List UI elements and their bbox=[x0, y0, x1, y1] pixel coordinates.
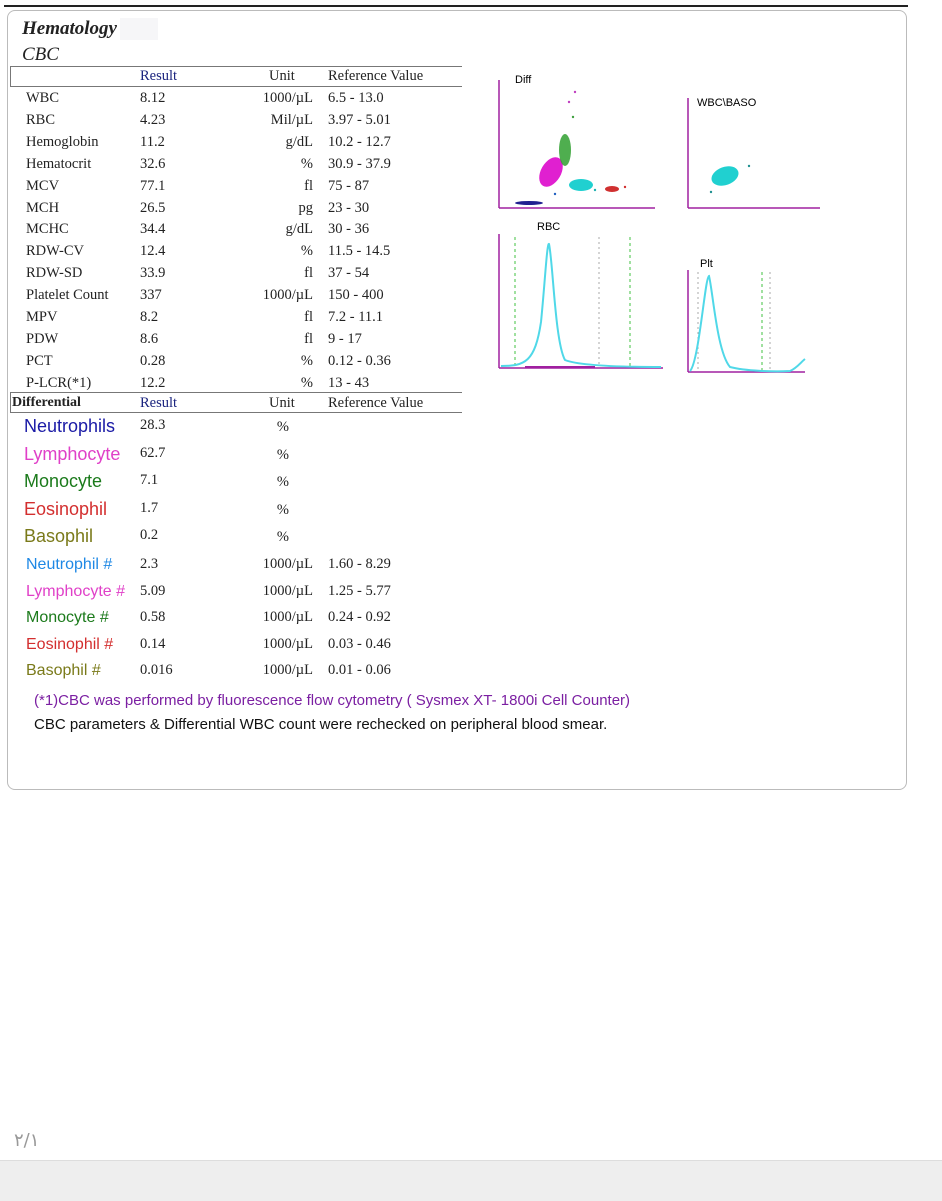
cbc-row-reference: 9 - 17 bbox=[328, 330, 362, 347]
abs-row-reference: 1.25 - 5.77 bbox=[328, 582, 391, 599]
diff-left-line bbox=[10, 392, 11, 412]
diff-header-result: Result bbox=[140, 395, 178, 411]
cbc-row-result: 4.23 bbox=[140, 111, 166, 128]
cbc-row-reference: 37 - 54 bbox=[328, 265, 370, 282]
cbc-row-result: 337 bbox=[140, 287, 162, 304]
abs-row-unit: 1000/µL bbox=[262, 556, 313, 572]
top-border bbox=[0, 0, 942, 8]
cbc-row-unit: 1000/µL bbox=[262, 90, 313, 106]
diff-row-name: Monocyte bbox=[24, 471, 103, 491]
plt-histogram bbox=[688, 258, 805, 372]
cbc-row-result: 8.6 bbox=[140, 330, 159, 347]
cbc-row-unit: pg bbox=[298, 199, 313, 216]
abs-row-result: 0.14 bbox=[140, 635, 166, 652]
cbc-row-reference: 3.97 - 5.01 bbox=[328, 111, 391, 128]
cbc-header-result: Result bbox=[140, 68, 178, 84]
cbc-row-reference: 30.9 - 37.9 bbox=[328, 155, 391, 172]
cbc-row-result: 11.2 bbox=[140, 133, 165, 150]
cbc-row-result: 77.1 bbox=[140, 177, 166, 194]
diff-row-unit: % bbox=[276, 529, 289, 545]
cbc-header-reference: Reference Value bbox=[328, 68, 424, 84]
abs-row-result: 5.09 bbox=[140, 582, 166, 599]
cbc-row-unit: fl bbox=[304, 177, 313, 194]
cbc-row-unit: % bbox=[300, 243, 313, 260]
cbc-row-result: 8.2 bbox=[140, 309, 159, 325]
diff-row-result: 62.7 bbox=[140, 444, 166, 461]
cbc-row-name: Hematocrit bbox=[26, 155, 92, 172]
cbc-row-unit: 1000/µL bbox=[262, 287, 313, 304]
page-number: ۲/۱ bbox=[14, 1130, 40, 1151]
abs-row-name: Monocyte # bbox=[26, 609, 109, 626]
cbc-row-result: 8.12 bbox=[140, 90, 166, 106]
diff-row-name: Eosinophil bbox=[24, 498, 108, 519]
cbc-row-reference: 11.5 - 14.5 bbox=[328, 243, 391, 260]
cbc-row-name: MCH bbox=[26, 199, 60, 216]
diff-row-unit: % bbox=[276, 474, 289, 490]
abs-row-reference: 0.24 - 0.92 bbox=[328, 609, 391, 625]
rbc-histogram bbox=[499, 221, 663, 368]
cbc-row-unit: % bbox=[300, 352, 313, 369]
cbc-row-reference: 7.2 - 11.1 bbox=[328, 309, 384, 325]
cbc-row-result: 32.6 bbox=[140, 155, 166, 172]
abs-row-result: 2.3 bbox=[140, 556, 159, 572]
abs-row-reference: 1.60 - 8.29 bbox=[328, 556, 391, 572]
cbc-row-unit: g/dL bbox=[285, 221, 313, 238]
cbc-row-reference: 75 - 87 bbox=[328, 177, 370, 194]
diff-row-name: Neutrophils bbox=[24, 416, 116, 436]
cbc-row-name: Platelet Count bbox=[26, 287, 109, 304]
wbc-baso-graph-label: WBC\BASO bbox=[697, 97, 757, 109]
cbc-row-unit: Mil/µL bbox=[270, 111, 313, 128]
diff-header-title: Differential bbox=[12, 395, 81, 410]
diff-row-unit: % bbox=[276, 446, 289, 463]
cbc-row-name: MCHC bbox=[26, 221, 69, 238]
plt-graph-label: Plt bbox=[700, 258, 713, 270]
abs-row-unit: 1000/µL bbox=[262, 662, 313, 678]
diff-scatter-plot bbox=[499, 74, 655, 208]
bottom-bar bbox=[0, 1160, 942, 1201]
diff-row-unit: % bbox=[276, 419, 289, 435]
cbc-row-unit: fl bbox=[304, 309, 313, 325]
cbc-row-reference: 10.2 - 12.7 bbox=[328, 133, 391, 150]
cbc-row-reference: 30 - 36 bbox=[328, 221, 370, 238]
footnote-smear: CBC parameters & Differential WBC count were rechecked on peripheral blood smear. bbox=[34, 716, 608, 733]
cbc-row-result: 34.4 bbox=[140, 221, 166, 238]
cbc-row-reference: 6.5 - 13.0 bbox=[328, 90, 384, 106]
cbc-row-unit: % bbox=[300, 155, 313, 172]
diff-top-line bbox=[10, 392, 462, 393]
diff-row-result: 28.3 bbox=[140, 417, 166, 433]
abs-row-unit: 1000/µL bbox=[262, 582, 313, 599]
cbc-row-name: WBC bbox=[26, 90, 60, 106]
abs-row-name: Lymphocyte # bbox=[26, 582, 126, 600]
diff-row-result: 1.7 bbox=[140, 499, 159, 516]
cbc-row-name: MPV bbox=[26, 309, 58, 325]
abs-row-result: 0.016 bbox=[140, 662, 173, 678]
subsection-title: CBC bbox=[22, 44, 59, 65]
diff-row-result: 7.1 bbox=[140, 472, 159, 488]
cbc-header-unit: Unit bbox=[269, 68, 295, 84]
cbc-row-name: RBC bbox=[26, 111, 56, 128]
cbc-row-reference: 150 - 400 bbox=[328, 287, 384, 304]
diff-header-line bbox=[10, 412, 462, 413]
histogram-panel bbox=[485, 62, 820, 382]
abs-row-name: Basophil # bbox=[26, 662, 101, 679]
cbc-row-name: MCV bbox=[26, 177, 60, 194]
diff-graph-label: Diff bbox=[515, 74, 532, 86]
cbc-row-reference: 0.12 - 0.36 bbox=[328, 352, 391, 369]
footnote-method: (*1)CBC was performed by fluorescence flow cytometry ( Sysmex XT- 1800i Cell Counter) bbox=[34, 692, 631, 709]
abs-row-name: Eosinophil # bbox=[26, 635, 114, 653]
cbc-row-name: PCT bbox=[26, 352, 53, 369]
cbc-left-line bbox=[10, 66, 11, 86]
abs-row-name: Neutrophil # bbox=[26, 556, 113, 573]
diff-row-result: 0.2 bbox=[140, 527, 159, 543]
cbc-row-result: 12.4 bbox=[140, 243, 166, 260]
cbc-row-result: 33.9 bbox=[140, 265, 166, 282]
cbc-row-name: PDW bbox=[26, 330, 59, 347]
diff-header-unit: Unit bbox=[269, 395, 295, 411]
abs-row-result: 0.58 bbox=[140, 609, 166, 625]
diff-row-unit: % bbox=[276, 501, 289, 518]
abs-row-unit: 1000/µL bbox=[262, 635, 313, 652]
diff-row-name: Lymphocyte bbox=[24, 443, 121, 464]
cbc-row-name: RDW-CV bbox=[26, 243, 84, 260]
cbc-row-reference: 13 - 43 bbox=[328, 374, 370, 391]
title-highlight bbox=[120, 18, 158, 40]
diff-row-name: Basophil bbox=[24, 526, 94, 546]
section-title: Hematology bbox=[22, 18, 117, 39]
cbc-row-result: 0.28 bbox=[140, 352, 166, 369]
abs-row-unit: 1000/µL bbox=[262, 609, 313, 625]
cbc-row-result: 12.2 bbox=[140, 374, 166, 391]
wbc-baso-scatter-plot bbox=[688, 97, 820, 208]
cbc-row-unit: g/dL bbox=[285, 133, 313, 150]
cbc-row-unit: fl bbox=[304, 265, 313, 282]
cbc-row-unit: % bbox=[300, 374, 313, 391]
cbc-header-line bbox=[10, 86, 462, 87]
abs-row-reference: 0.03 - 0.46 bbox=[328, 635, 391, 652]
cbc-row-reference: 23 - 30 bbox=[328, 199, 370, 216]
cbc-row-name: Hemoglobin bbox=[26, 133, 99, 150]
abs-row-reference: 0.01 - 0.06 bbox=[328, 662, 391, 678]
cbc-row-name: P-LCR(*1) bbox=[26, 374, 92, 391]
rbc-graph-label: RBC bbox=[537, 221, 561, 233]
cbc-row-result: 26.5 bbox=[140, 199, 166, 216]
cbc-row-name: RDW-SD bbox=[26, 265, 83, 282]
diff-header-reference: Reference Value bbox=[328, 395, 424, 411]
cbc-row-unit: fl bbox=[304, 330, 313, 347]
